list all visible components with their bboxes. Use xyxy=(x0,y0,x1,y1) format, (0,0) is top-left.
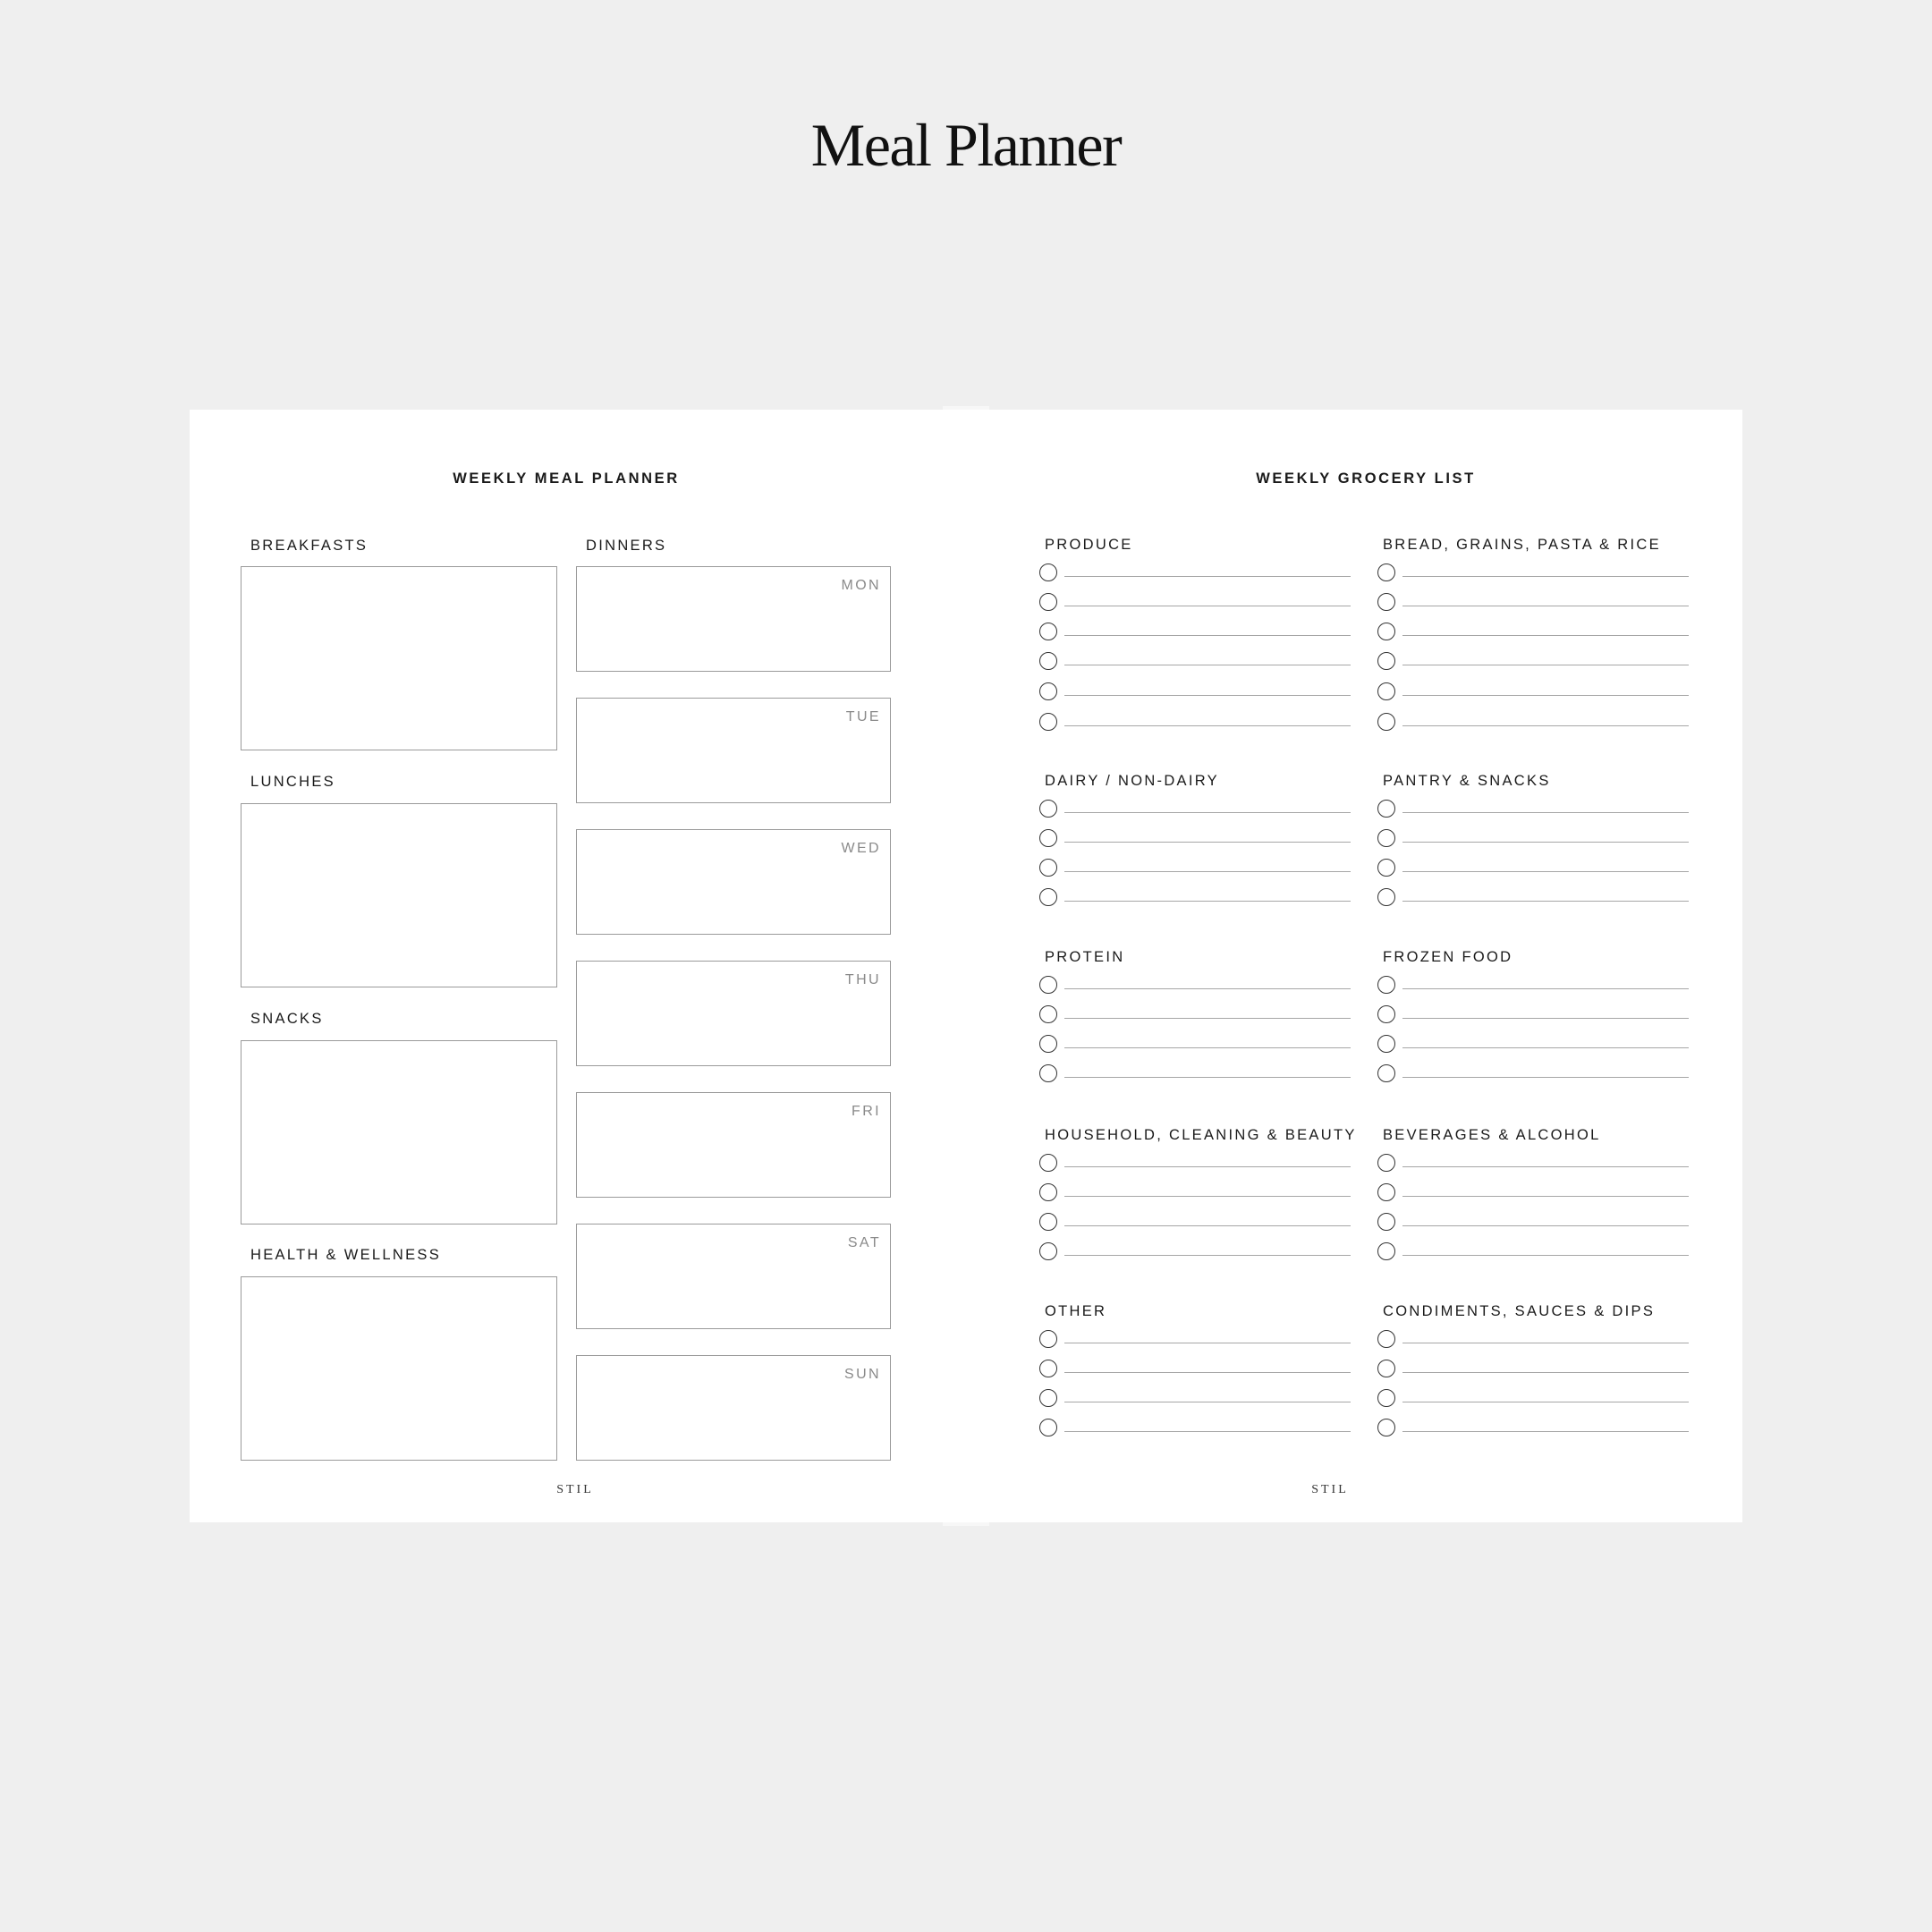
day-label: THU xyxy=(844,972,881,987)
grocery-item xyxy=(1039,1419,1351,1438)
section-label-breakfasts: BREAKFASTS xyxy=(250,538,369,554)
checkbox-circle-icon[interactable] xyxy=(1377,1154,1395,1172)
grocery-item xyxy=(1039,888,1351,908)
checkbox-circle-icon[interactable] xyxy=(1039,682,1057,700)
grocery-item xyxy=(1377,888,1689,908)
grocery-item xyxy=(1377,623,1689,642)
checkbox-circle-icon[interactable] xyxy=(1039,1035,1057,1053)
grocery-item xyxy=(1039,623,1351,642)
write-in-line[interactable] xyxy=(1064,1018,1351,1019)
grocery-item xyxy=(1377,1035,1689,1055)
checkbox-circle-icon[interactable] xyxy=(1377,713,1395,731)
checkbox-circle-icon[interactable] xyxy=(1039,829,1057,847)
checkbox-circle-icon[interactable] xyxy=(1377,1035,1395,1053)
checkbox-circle-icon[interactable] xyxy=(1039,859,1057,877)
write-in-line[interactable] xyxy=(1064,576,1351,577)
day-label: SUN xyxy=(844,1367,881,1382)
section-label-lunches: LUNCHES xyxy=(250,774,335,790)
write-in-line[interactable] xyxy=(1064,812,1351,813)
checkbox-circle-icon[interactable] xyxy=(1039,1242,1057,1260)
checkbox-circle-icon[interactable] xyxy=(1377,1360,1395,1377)
write-in-line[interactable] xyxy=(1402,1047,1689,1048)
checkbox-circle-icon[interactable] xyxy=(1377,976,1395,994)
grocery-item xyxy=(1039,682,1351,702)
write-in-line[interactable] xyxy=(1064,988,1351,989)
grocery-item xyxy=(1377,800,1689,819)
grocery-item xyxy=(1377,1154,1689,1174)
checkbox-circle-icon[interactable] xyxy=(1039,1213,1057,1231)
checkbox-circle-icon[interactable] xyxy=(1039,888,1057,906)
gutter xyxy=(943,410,989,1522)
write-in-line[interactable] xyxy=(1402,576,1689,577)
grocery-item xyxy=(1377,1360,1689,1379)
write-in-line[interactable] xyxy=(1402,725,1689,726)
grocery-item xyxy=(1039,829,1351,849)
write-in-line[interactable] xyxy=(1402,1372,1689,1373)
checkbox-circle-icon[interactable] xyxy=(1039,1360,1057,1377)
grocery-item xyxy=(1039,564,1351,583)
checkbox-circle-icon[interactable] xyxy=(1377,1419,1395,1436)
grocery-item xyxy=(1377,1389,1689,1409)
dinner-box-sat[interactable] xyxy=(576,1224,891,1329)
dinner-box-tue[interactable] xyxy=(576,698,891,803)
category-label: FROZEN FOOD xyxy=(1383,949,1513,965)
brand-mark: STIL xyxy=(556,1483,594,1496)
write-in-line[interactable] xyxy=(1402,635,1689,636)
dinner-box-mon[interactable] xyxy=(576,566,891,672)
grocery-item xyxy=(1039,1183,1351,1203)
day-label: MON xyxy=(841,578,881,593)
meal-planner-page xyxy=(190,410,943,1522)
write-in-line[interactable] xyxy=(1402,842,1689,843)
checkbox-circle-icon[interactable] xyxy=(1039,564,1057,581)
grocery-list-page xyxy=(989,410,1742,1522)
checkbox-circle-icon[interactable] xyxy=(1039,652,1057,670)
write-in-line[interactable] xyxy=(1064,1225,1351,1226)
grocery-item xyxy=(1039,1213,1351,1233)
grocery-item xyxy=(1039,1330,1351,1350)
checkbox-circle-icon[interactable] xyxy=(1377,682,1395,700)
grocery-item xyxy=(1377,1183,1689,1203)
grocery-list-heading: WEEKLY GROCERY LIST xyxy=(1256,470,1476,487)
checkbox-circle-icon[interactable] xyxy=(1377,1183,1395,1201)
category-label: PROTEIN xyxy=(1045,949,1125,965)
section-label-snacks: SNACKS xyxy=(250,1011,324,1027)
grocery-item xyxy=(1039,859,1351,878)
section-label-health-wellness: HEALTH & WELLNESS xyxy=(250,1247,442,1263)
checkbox-circle-icon[interactable] xyxy=(1377,593,1395,611)
brand-mark: STIL xyxy=(1311,1483,1349,1496)
grocery-item xyxy=(1039,713,1351,733)
breakfasts-box[interactable] xyxy=(241,566,557,750)
write-in-line[interactable] xyxy=(1402,1077,1689,1078)
checkbox-circle-icon[interactable] xyxy=(1377,1242,1395,1260)
checkbox-circle-icon[interactable] xyxy=(1039,623,1057,640)
lunches-box[interactable] xyxy=(241,803,557,987)
grocery-item xyxy=(1377,1005,1689,1025)
write-in-line[interactable] xyxy=(1402,1018,1689,1019)
checkbox-circle-icon[interactable] xyxy=(1039,713,1057,731)
write-in-line[interactable] xyxy=(1402,1255,1689,1256)
checkbox-circle-icon[interactable] xyxy=(1039,1005,1057,1023)
grocery-item xyxy=(1377,652,1689,672)
grocery-item xyxy=(1039,1389,1351,1409)
grocery-item xyxy=(1377,859,1689,878)
grocery-item xyxy=(1377,976,1689,996)
grocery-item xyxy=(1039,1005,1351,1025)
write-in-line[interactable] xyxy=(1064,1255,1351,1256)
grocery-item xyxy=(1039,1360,1351,1379)
grocery-item xyxy=(1039,1035,1351,1055)
checkbox-circle-icon[interactable] xyxy=(1039,976,1057,994)
checkbox-circle-icon[interactable] xyxy=(1039,1183,1057,1201)
write-in-line[interactable] xyxy=(1064,695,1351,696)
write-in-line[interactable] xyxy=(1402,1431,1689,1432)
category-label: PRODUCE xyxy=(1045,537,1133,553)
write-in-line[interactable] xyxy=(1064,725,1351,726)
checkbox-circle-icon[interactable] xyxy=(1039,800,1057,818)
day-label: SAT xyxy=(847,1235,881,1250)
grocery-item xyxy=(1377,829,1689,849)
checkbox-circle-icon[interactable] xyxy=(1377,1330,1395,1348)
grocery-item xyxy=(1377,1064,1689,1084)
grocery-item xyxy=(1039,1064,1351,1084)
checkbox-circle-icon[interactable] xyxy=(1377,623,1395,640)
grocery-item xyxy=(1039,652,1351,672)
checkbox-circle-icon[interactable] xyxy=(1039,1064,1057,1082)
snacks-box[interactable] xyxy=(241,1040,557,1224)
grocery-item xyxy=(1377,593,1689,613)
dinner-box-thu[interactable] xyxy=(576,961,891,1066)
grocery-item xyxy=(1039,976,1351,996)
write-in-line[interactable] xyxy=(1064,1077,1351,1078)
dinner-box-wed[interactable] xyxy=(576,829,891,935)
health-wellness-box[interactable] xyxy=(241,1276,557,1461)
section-label-dinners: DINNERS xyxy=(586,538,667,554)
category-label: DAIRY / NON-DAIRY xyxy=(1045,773,1219,789)
category-label: OTHER xyxy=(1045,1303,1107,1319)
write-in-line[interactable] xyxy=(1064,1166,1351,1167)
grocery-item xyxy=(1377,1419,1689,1438)
write-in-line[interactable] xyxy=(1064,901,1351,902)
checkbox-circle-icon[interactable] xyxy=(1377,652,1395,670)
grocery-item xyxy=(1377,1213,1689,1233)
write-in-line[interactable] xyxy=(1064,1372,1351,1373)
category-label: CONDIMENTS, SAUCES & DIPS xyxy=(1383,1303,1656,1319)
write-in-line[interactable] xyxy=(1064,1431,1351,1432)
checkbox-circle-icon[interactable] xyxy=(1039,1154,1057,1172)
write-in-line[interactable] xyxy=(1402,812,1689,813)
write-in-line[interactable] xyxy=(1402,1225,1689,1226)
write-in-line[interactable] xyxy=(1402,695,1689,696)
write-in-line[interactable] xyxy=(1402,988,1689,989)
write-in-line[interactable] xyxy=(1064,1047,1351,1048)
grocery-item xyxy=(1377,713,1689,733)
day-label: FRI xyxy=(852,1104,881,1119)
grocery-item xyxy=(1377,564,1689,583)
checkbox-circle-icon[interactable] xyxy=(1039,1389,1057,1407)
category-label: PANTRY & SNACKS xyxy=(1383,773,1551,789)
checkbox-circle-icon[interactable] xyxy=(1039,593,1057,611)
checkbox-circle-icon[interactable] xyxy=(1377,1064,1395,1082)
page-title: Meal Planner xyxy=(810,111,1122,179)
write-in-line[interactable] xyxy=(1064,871,1351,872)
grocery-item xyxy=(1039,1242,1351,1262)
checkbox-circle-icon[interactable] xyxy=(1377,1005,1395,1023)
checkbox-circle-icon[interactable] xyxy=(1377,1213,1395,1231)
write-in-line[interactable] xyxy=(1064,1196,1351,1197)
write-in-line[interactable] xyxy=(1402,1196,1689,1197)
grocery-item xyxy=(1039,593,1351,613)
checkbox-circle-icon[interactable] xyxy=(1039,1419,1057,1436)
meal-planner-heading: WEEKLY MEAL PLANNER xyxy=(453,470,680,487)
checkbox-circle-icon[interactable] xyxy=(1039,1330,1057,1348)
category-label: BREAD, GRAINS, PASTA & RICE xyxy=(1383,537,1661,553)
grocery-item xyxy=(1377,1242,1689,1262)
category-label: BEVERAGES & ALCOHOL xyxy=(1383,1127,1601,1143)
day-label: WED xyxy=(841,841,881,856)
grocery-item xyxy=(1039,1154,1351,1174)
dinner-box-sun[interactable] xyxy=(576,1355,891,1461)
checkbox-circle-icon[interactable] xyxy=(1377,859,1395,877)
dinner-box-fri[interactable] xyxy=(576,1092,891,1198)
write-in-line[interactable] xyxy=(1402,901,1689,902)
grocery-item xyxy=(1039,800,1351,819)
write-in-line[interactable] xyxy=(1402,871,1689,872)
write-in-line[interactable] xyxy=(1402,1166,1689,1167)
category-label: HOUSEHOLD, CLEANING & BEAUTY xyxy=(1045,1127,1357,1143)
checkbox-circle-icon[interactable] xyxy=(1377,829,1395,847)
day-label: TUE xyxy=(845,709,881,724)
checkbox-circle-icon[interactable] xyxy=(1377,888,1395,906)
grocery-item xyxy=(1377,1330,1689,1350)
write-in-line[interactable] xyxy=(1064,635,1351,636)
checkbox-circle-icon[interactable] xyxy=(1377,1389,1395,1407)
gutter-bottom-shade xyxy=(943,1522,989,1526)
write-in-line[interactable] xyxy=(1064,842,1351,843)
checkbox-circle-icon[interactable] xyxy=(1377,564,1395,581)
checkbox-circle-icon[interactable] xyxy=(1377,800,1395,818)
grocery-item xyxy=(1377,682,1689,702)
